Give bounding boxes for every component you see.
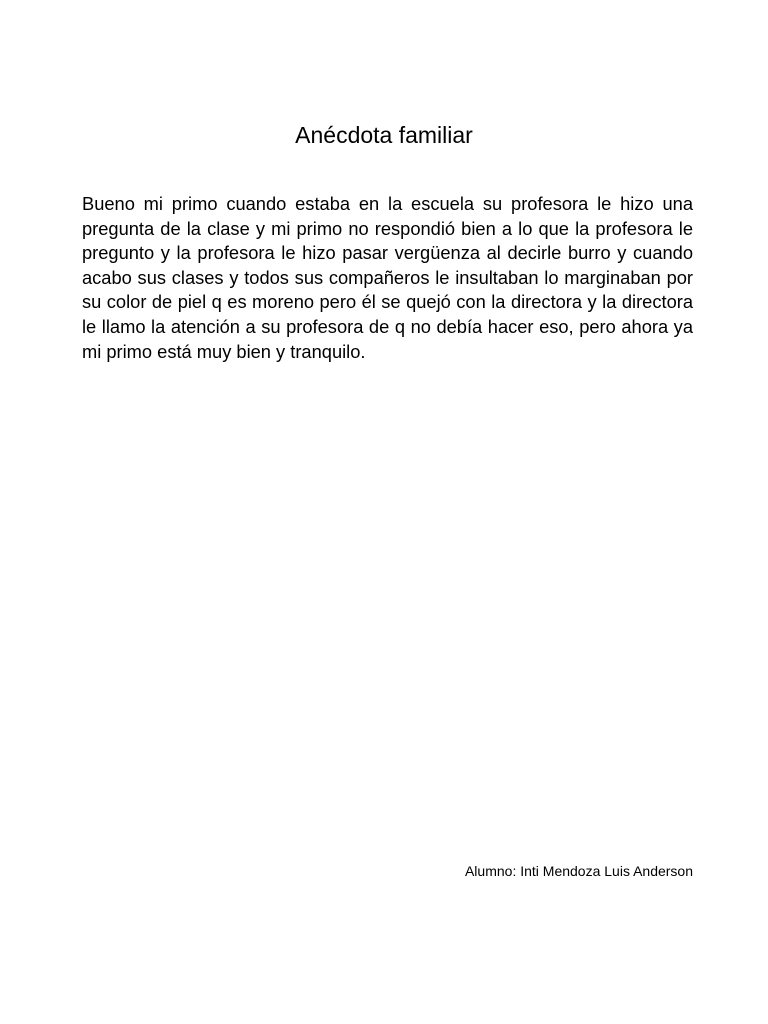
document-title: Anécdota familiar xyxy=(295,122,473,148)
anecdote-paragraph: Bueno mi primo cuando estaba en la escuela su profesora le hizo una pregunta de la clase y mi primo no respondió bien a lo que la profesora le pregunto y la profesora le hizo pasar vergüenza al decirle burro y cuando acabo sus clases y todos sus compañeros le insultaban lo marginaban por su color de piel q es moreno pero él se quejó con la directora y la directora le llamo la atención a su profesora de q no debía hacer eso, pero ahora ya mi primo está muy bien y tranquilo. xyxy=(82,193,693,362)
student-signature: Alumno: Inti Mendoza Luis Anderson xyxy=(464,863,693,879)
